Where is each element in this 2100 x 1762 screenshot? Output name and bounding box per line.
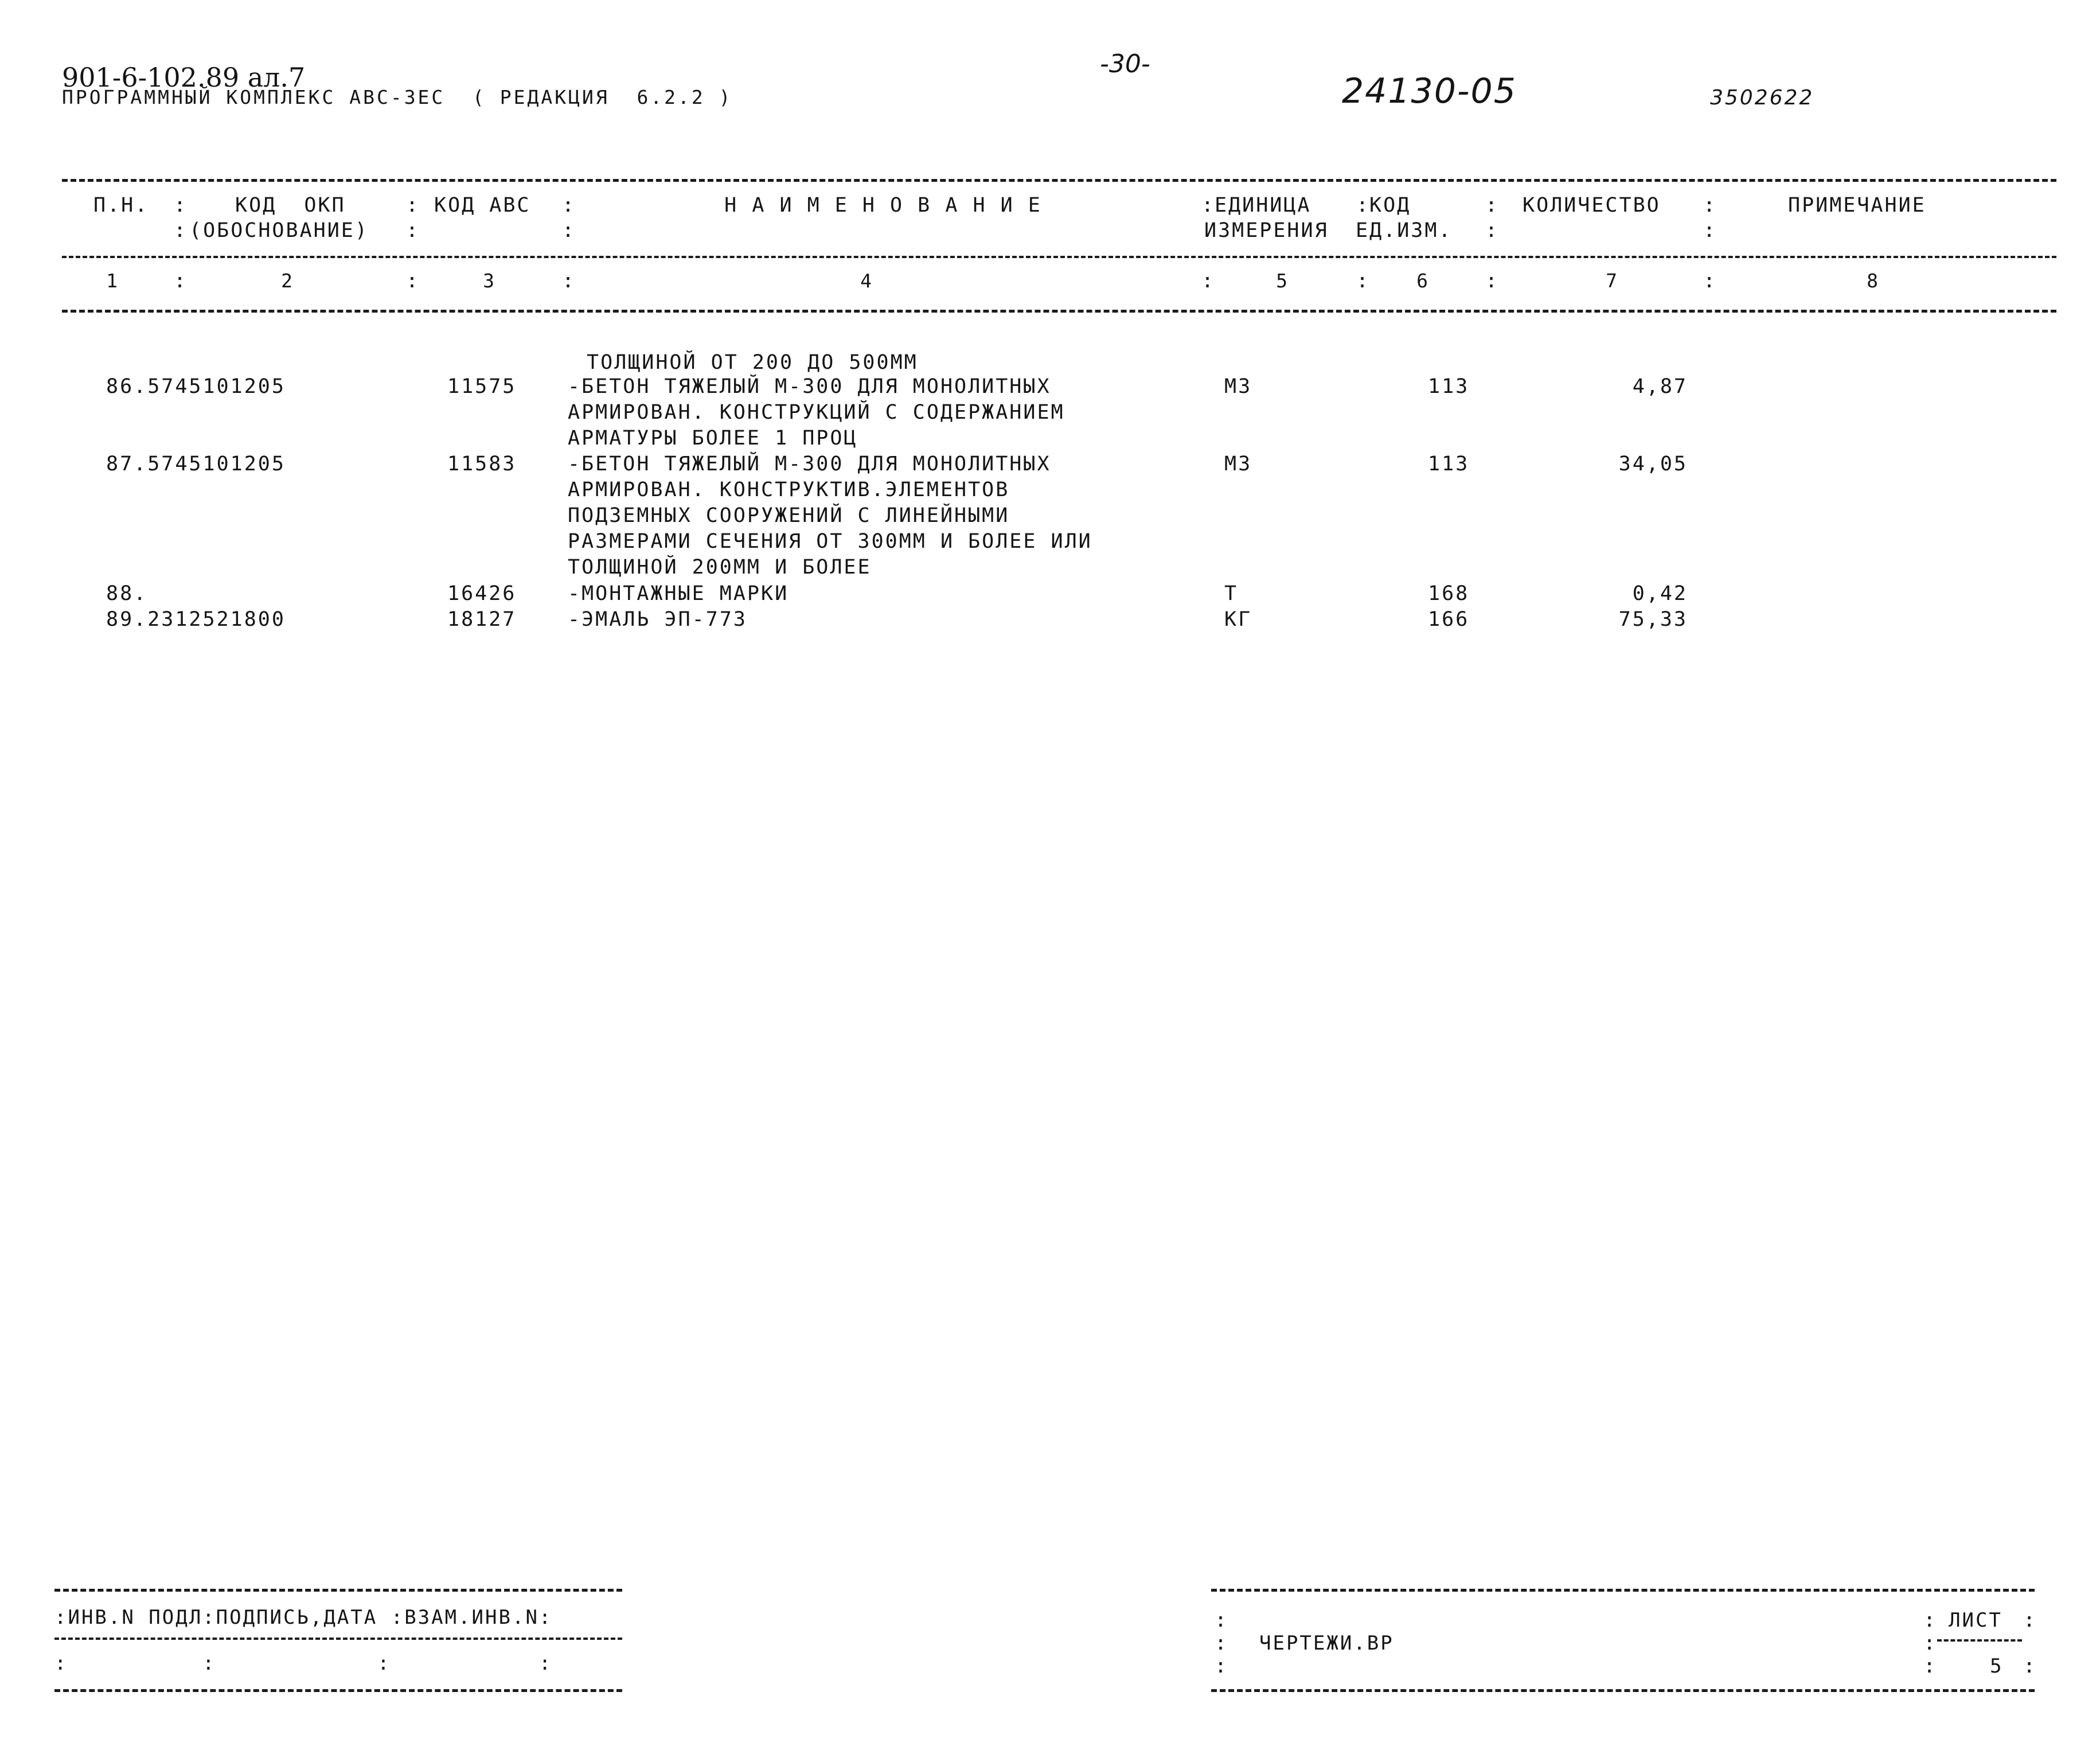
col-separator: : [1923, 1655, 1936, 1678]
col-separator: : [1703, 194, 1716, 217]
table-row-pn: 87.5745101205 [106, 453, 286, 475]
col-number: 7 [1606, 270, 1617, 292]
footer-sheet-divider [1937, 1639, 2022, 1642]
col-separator: : [1215, 1609, 1227, 1632]
table-row-abc-code: 16426 [447, 582, 517, 605]
header-col-unit: ЕДИНИЦА [1215, 194, 1311, 217]
header-col-name: Н А И М Е Н О В А Н И Е [724, 194, 1042, 217]
col-number: 4 [860, 270, 872, 292]
table-row-unit-code: 168 [1428, 582, 1470, 605]
col-separator: : [562, 194, 575, 217]
header-col-unit-sub: ИЗМЕРЕНИЯ [1204, 219, 1329, 242]
col-separator: : [406, 219, 419, 242]
document-code: 901-6-102.89 ал.7 [62, 62, 306, 93]
table-row-name: -БЕТОН ТЯЖЕЛЫЙ М-300 ДЛЯ МОНОЛИТНЫХ АРМИРОВАН. КОНСТРУКТИВ.ЭЛЕМЕНТОВ ПОДЗЕМНЫХ СООРУЖЕНИЙ С ЛИНЕЙНЫМИ РАЗМЕРАМИ СЕЧЕНИЯ ОТ 300ММ И БОЛЕЕ ИЛИ ТОЛЩИНОЙ 200ММ И БОЛЕЕ [568, 453, 1092, 579]
col-separator: : [174, 194, 186, 217]
table-row-unit: Т [1224, 582, 1239, 605]
table-row-unit-code: 113 [1428, 375, 1470, 398]
col-separator: : [562, 219, 575, 242]
col-number: 8 [1867, 270, 1878, 292]
table-row-name: -МОНТАЖНЫЕ МАРКИ [568, 582, 789, 605]
col-number: 2 [281, 270, 292, 292]
footer-sheet-label: ЛИСТ [1949, 1609, 2003, 1632]
header-col-okp-code: КОД ОКП [235, 194, 346, 217]
table-row-abc-code: 11575 [447, 375, 517, 398]
col-separator: : [1215, 1655, 1227, 1678]
footer-approval-fields: :ИНВ.N ПОДЛ:ПОДПИСЬ,ДАТА :ВЗАМ.ИНВ.N: [54, 1606, 553, 1629]
col-separator: : [174, 219, 186, 242]
footer-sheet-number: 5 [1990, 1655, 2004, 1678]
header-col-pn: П.Н. [93, 194, 149, 217]
header-mid-rule [62, 256, 2056, 258]
col-separator: : [1356, 194, 1369, 217]
col-number: 3 [483, 270, 494, 292]
footer-left-mid-rule [54, 1638, 622, 1640]
footer-right-bottom-rule [1211, 1689, 2035, 1692]
footer-drawing-title: ЧЕРТЕЖИ.ВР [1259, 1632, 1394, 1655]
footer-right-top-rule [1211, 1589, 2035, 1592]
col-separator: : [174, 270, 186, 293]
footer-approval-empty-row: : : : : [54, 1652, 553, 1675]
col-separator: : [406, 194, 419, 217]
footer-left-top-rule [54, 1589, 622, 1592]
col-separator: : [1201, 270, 1214, 293]
col-separator: : [406, 270, 419, 293]
table-row-quantity: 4,87 [1632, 375, 1688, 398]
col-separator: : [1923, 1632, 1936, 1655]
col-number: 1 [106, 270, 118, 292]
col-separator: : [2023, 1609, 2036, 1632]
col-separator: : [1356, 270, 1369, 293]
header-col-unit-code-sub: ЕД.ИЗМ. [1356, 219, 1453, 242]
table-row-pn: 89.2312521800 [106, 608, 286, 631]
col-number: 6 [1416, 270, 1428, 292]
header-col-note: ПРИМЕЧАНИЕ [1788, 194, 1926, 217]
col-number: 5 [1276, 270, 1287, 292]
table-row-unit: КГ [1224, 608, 1252, 631]
header-col-abc-code: КОД АВС [434, 194, 531, 217]
col-separator: : [1215, 1632, 1227, 1655]
header-bottom-rule [62, 310, 2056, 313]
table-row-name: -ЭМАЛЬ ЭП-773 [568, 608, 747, 631]
table-row-name: -БЕТОН ТЯЖЕЛЫЙ М-300 ДЛЯ МОНОЛИТНЫХ АРМИРОВАН. КОНСТРУКЦИЙ С СОДЕРЖАНИЕМ АРМАТУРЫ БОЛЕЕ 1 ПРОЦ [568, 375, 1065, 450]
table-row-unit-code: 113 [1428, 453, 1470, 475]
table-row-quantity: 75,33 [1618, 608, 1688, 631]
table-row-quantity: 0,42 [1632, 582, 1688, 605]
table-row-abc-code: 18127 [447, 608, 517, 631]
col-separator: : [562, 270, 575, 293]
table-row-abc-code: 11583 [447, 453, 517, 475]
footer-left-bottom-rule [54, 1689, 622, 1692]
header-col-quantity: КОЛИЧЕСТВО [1523, 194, 1661, 217]
col-separator: : [1485, 219, 1498, 242]
table-row-name: ТОЛЩИНОЙ ОТ 200 ДО 500ММ [587, 351, 918, 374]
col-separator: : [1485, 194, 1498, 217]
header-col-unit-code: КОД [1369, 194, 1411, 217]
header-col-okp-basis: (ОБОСНОВАНИЕ) [189, 219, 369, 242]
table-row-unit: М3 [1224, 453, 1252, 475]
col-separator: : [1703, 270, 1716, 293]
table-top-rule [62, 179, 2056, 182]
table-row-pn: 88. [106, 582, 148, 605]
col-separator: : [1923, 1609, 1936, 1632]
table-row-pn: 86.5745101205 [106, 375, 286, 398]
program-name-line: ПРОГРАММНЫЙ КОМПЛЕКС АВС-ЗЕС ( РЕДАКЦИЯ 6.2.2 ) [62, 86, 733, 108]
col-separator: : [1201, 194, 1214, 217]
col-separator: : [1703, 219, 1716, 242]
archive-number: 3502622 [1710, 86, 1814, 110]
table-row-unit: М3 [1224, 375, 1252, 398]
document-number: 24130-05 [1342, 71, 1517, 111]
page-number: -30- [1100, 49, 1150, 79]
col-separator: : [2023, 1655, 2036, 1678]
table-row-quantity: 34,05 [1618, 453, 1688, 475]
col-separator: : [1485, 270, 1498, 293]
table-row-unit-code: 166 [1428, 608, 1470, 631]
